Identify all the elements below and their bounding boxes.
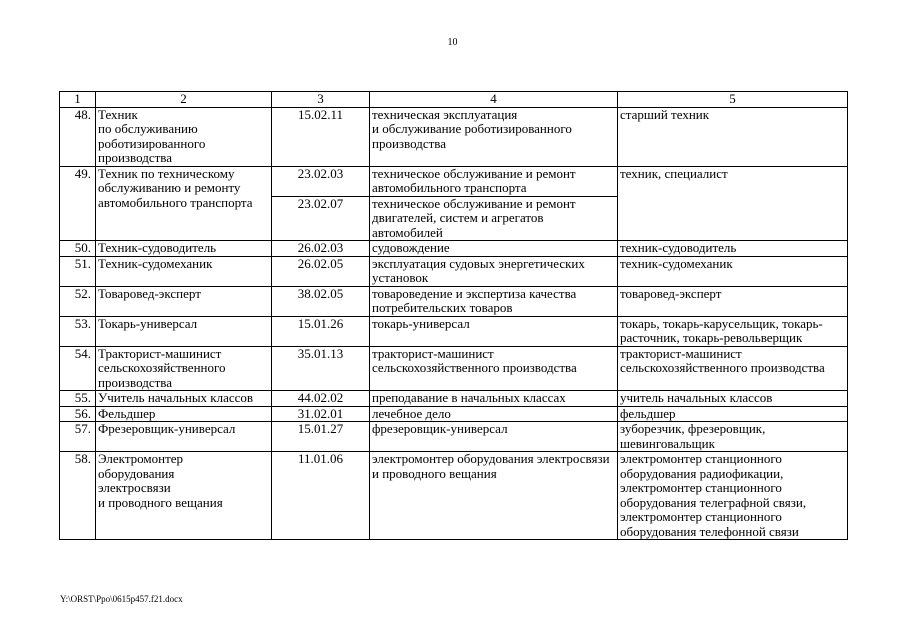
- profession-line: роботизированного: [98, 135, 206, 151]
- profession-line: производства: [98, 150, 173, 165]
- table-row: [60, 316, 848, 346]
- table-row: [60, 286, 848, 316]
- table-row: [60, 256, 848, 286]
- code-cell: 15.01.26: [272, 316, 370, 346]
- code-cell: 31.02.01: [272, 406, 370, 422]
- code-cell: 11.01.06: [272, 452, 370, 540]
- qualification-cell: техник-судоводитель: [618, 241, 848, 257]
- profession-line: электросвязи: [98, 480, 171, 495]
- specialty-cell: преподавание в начальных классах: [370, 391, 618, 407]
- profession-cell: Фельдшер: [96, 406, 272, 422]
- code-cell: 38.02.05: [272, 286, 370, 316]
- code-cell: 23.02.03: [272, 166, 370, 196]
- table-header-row: [60, 92, 848, 108]
- code-cell: 35.01.13: [272, 346, 370, 391]
- page-number: 10: [447, 37, 458, 48]
- row-number: 52.: [60, 286, 96, 316]
- header-cell: 3: [272, 92, 370, 108]
- profession-cell: [96, 452, 272, 540]
- profession-cell: Фрезеровщик-универсал: [96, 422, 272, 452]
- qualification-cell: зуборезчик, фрезеровщик, шевинговальщик: [618, 422, 848, 452]
- header-cell: 2: [96, 92, 272, 108]
- row-number: 54.: [60, 346, 96, 391]
- code-cell: 15.01.27: [272, 422, 370, 452]
- qualification-cell: товаровед-эксперт: [618, 286, 848, 316]
- qualification-cell: фельдшер: [618, 406, 848, 422]
- professions-table: [59, 91, 848, 540]
- specialty-cell: судовождение: [370, 241, 618, 257]
- table-row: [60, 346, 848, 391]
- code-cell: 44.02.02: [272, 391, 370, 407]
- specialty-cell: электромонтер оборудования электросвязи и проводного вещания: [370, 452, 618, 540]
- qualification-cell: техник-судомеханик: [618, 256, 848, 286]
- specialty-cell: товароведение и экспертиза качества потребительских товаров: [370, 286, 618, 316]
- table-row: [60, 166, 848, 196]
- file-path-footer: Y:\ORST\Ppo\0615p457.f21.docx: [60, 594, 183, 604]
- code-cell: 26.02.03: [272, 241, 370, 257]
- qualification-cell: электромонтер станционного оборудования радиофикации, электромонтер станционного оборудования телеграфной связи, электромонтер станционного оборудования телефонной связи: [618, 452, 848, 540]
- specialty-cell: токарь-универсал: [370, 316, 618, 346]
- qualification-cell: токарь, токарь-карусельщик, токарь-расточник, токарь-револьверщик: [618, 316, 848, 346]
- table-row: [60, 406, 848, 422]
- specialty-cell: тракторист-машинист сельскохозяйственного производства: [370, 346, 618, 391]
- specialty-cell: фрезеровщик-универсал: [370, 422, 618, 452]
- specialty-cell: лечебное дело: [370, 406, 618, 422]
- header-cell: 1: [60, 92, 96, 108]
- code-cell: 23.02.07: [272, 196, 370, 241]
- row-number: 56.: [60, 406, 96, 422]
- code-cell: 26.02.05: [272, 256, 370, 286]
- profession-cell: Учитель начальных классов: [96, 391, 272, 407]
- table-row: [60, 241, 848, 257]
- profession-cell: Тракторист-машинист сельскохозяйственного производства: [96, 346, 272, 391]
- qualification-cell: тракторист-машинист сельскохозяйственного производства: [618, 346, 848, 391]
- specialty-line: и обслуживание роботизированного производства: [372, 121, 572, 151]
- profession-line: оборудования: [98, 465, 175, 481]
- profession-cell: Техник по техническому обслуживанию и ремонту автомобильного транспорта: [96, 166, 272, 241]
- profession-cell: Товаровед-эксперт: [96, 286, 272, 316]
- specialty-cell: техническое обслуживание и ремонт автомобильного транспорта: [370, 166, 618, 196]
- row-number: 57.: [60, 422, 96, 452]
- profession-cell: Техник-судомеханик: [96, 256, 272, 286]
- qualification-cell: техник, специалист: [618, 166, 848, 241]
- table-row: [60, 391, 848, 407]
- profession-line: Электромонтер: [98, 451, 184, 466]
- profession-cell: [96, 107, 272, 166]
- row-number: 48.: [60, 107, 96, 166]
- row-number: 55.: [60, 391, 96, 407]
- specialty-cell: эксплуатация судовых энергетических установок: [370, 256, 618, 286]
- row-number: 50.: [60, 241, 96, 257]
- profession-line: и проводного вещания: [98, 494, 223, 510]
- profession-line: по обслуживанию: [98, 121, 198, 136]
- row-number: 49.: [60, 166, 96, 241]
- profession-cell: Техник-судоводитель: [96, 241, 272, 257]
- table-row: [60, 107, 848, 166]
- specialty-cell: [370, 107, 618, 166]
- table-row: [60, 422, 848, 452]
- qualification-cell: старший техник: [618, 107, 848, 166]
- header-cell: 5: [618, 92, 848, 108]
- row-number: 58.: [60, 452, 96, 540]
- table-row: [60, 452, 848, 540]
- profession-cell: Токарь-универсал: [96, 316, 272, 346]
- row-number: 51.: [60, 256, 96, 286]
- profession-line: Техник: [98, 106, 138, 122]
- specialty-cell: техническое обслуживание и ремонт двигателей, систем и агрегатов автомобилей: [370, 196, 618, 241]
- row-number: 53.: [60, 316, 96, 346]
- code-cell: 15.02.11: [272, 107, 370, 166]
- specialty-line: техническая эксплуатация: [372, 106, 518, 122]
- header-cell: 4: [370, 92, 618, 108]
- qualification-cell: учитель начальных классов: [618, 391, 848, 407]
